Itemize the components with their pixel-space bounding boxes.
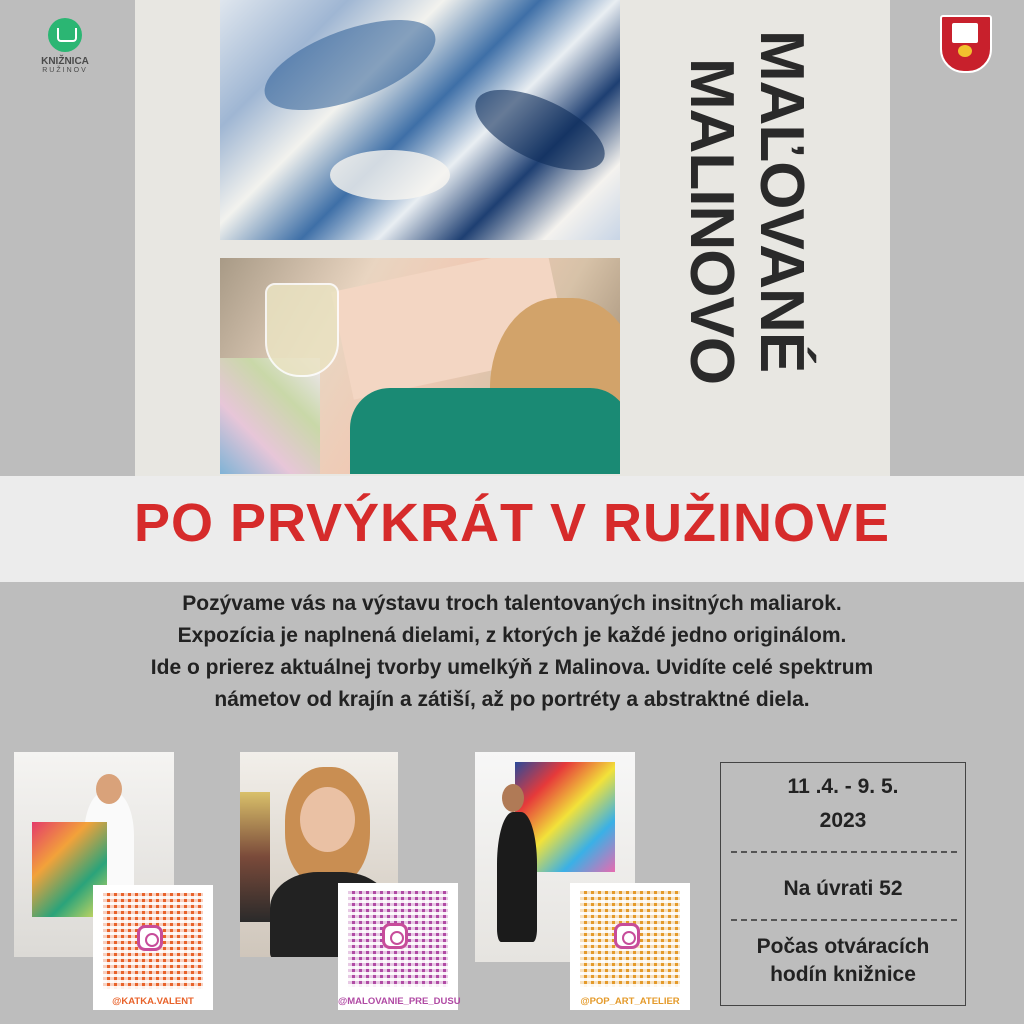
description-line: Pozývame vás na výstavu troch talentovaných insitných maliarok. — [182, 592, 842, 615]
opening-hours-line-1: Počas otváracích — [756, 935, 930, 958]
logo-sub: RUŽINOV — [42, 67, 88, 74]
instagram-qr-malovanie[interactable] — [338, 883, 461, 1010]
book-icon — [48, 18, 82, 52]
instagram-icon — [382, 923, 408, 949]
library-logo — [30, 18, 100, 88]
description-line: Ide o prierez aktuálnej tvorby umelkýň z Malinova. Uvidíte celé spektrum — [150, 656, 874, 679]
opening-hours-line-2: hodín knižnice — [770, 963, 916, 986]
description — [30, 588, 994, 716]
painting-woman-photo — [220, 258, 620, 474]
instagram-qr-popart[interactable] — [570, 883, 690, 1010]
event-info-box — [720, 762, 966, 1006]
headline: PO PRVÝKRÁT V RUŽINOVE — [133, 493, 891, 553]
instagram-icon — [614, 923, 640, 949]
event-address: Na úvrati 52 — [783, 877, 903, 900]
instagram-qr-katka[interactable] — [93, 885, 213, 1010]
vertical-title — [665, 30, 835, 440]
divider — [731, 919, 957, 921]
logo-name: KNIŽNICA — [41, 56, 89, 67]
instagram-icon — [137, 925, 163, 951]
event-dates: 11 .4. - 9. 5. — [787, 775, 899, 798]
instagram-handle: @POP_ART_ATELIER — [580, 996, 680, 1007]
description-line: námetov od krajín a zátiší, až po portréty a abstraktné diela. — [214, 688, 810, 711]
abstract-painting-photo — [220, 0, 620, 240]
instagram-handle: @KATKA.VALENT — [112, 996, 194, 1007]
divider — [731, 851, 957, 853]
title-line-2: MALINOVO — [677, 58, 746, 385]
title-line-1: MAĽOVANÉ — [747, 30, 816, 373]
instagram-handle: @MALOVANIE_PRE_DUSU — [338, 996, 461, 1007]
coat-of-arms-icon — [940, 15, 992, 73]
event-year: 2023 — [819, 809, 867, 832]
description-line: Expozícia je naplnená dielami, z ktorých je každé jedno originálom. — [177, 624, 847, 647]
